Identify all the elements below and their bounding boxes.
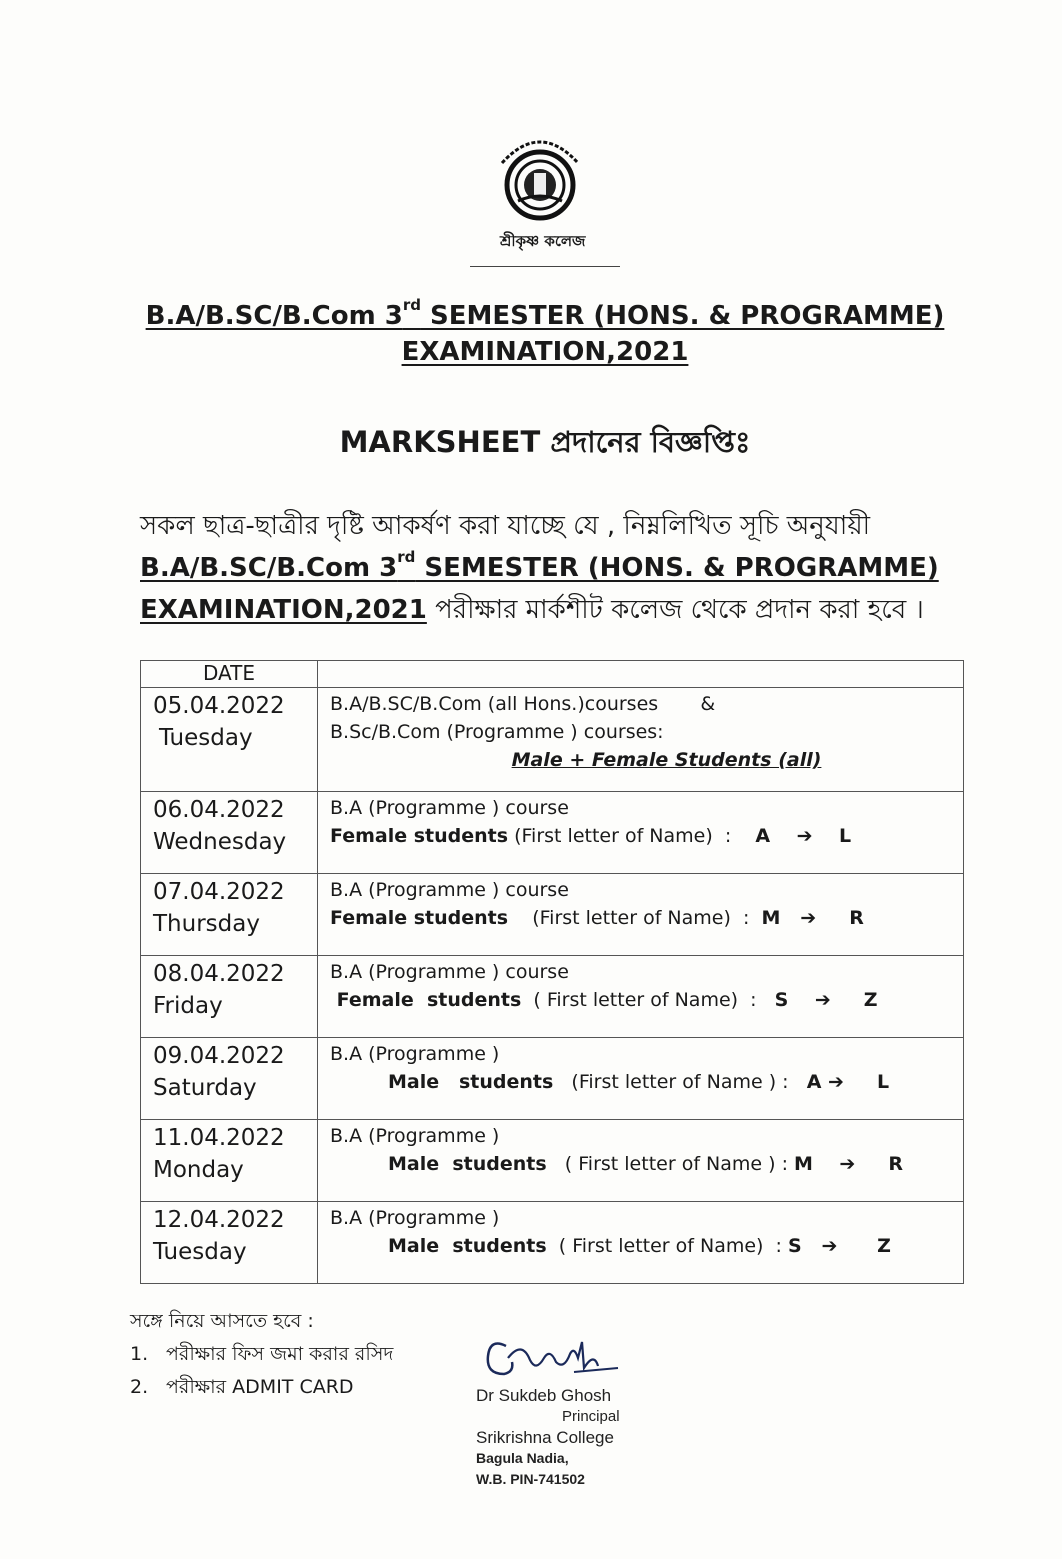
date-header: DATE	[141, 661, 318, 688]
row-students: Female students	[330, 825, 509, 847]
row-students: Male + Female Students (all)	[511, 749, 822, 771]
college-address-2: W.B. PIN-741502	[476, 1471, 585, 1487]
table-row	[141, 1202, 964, 1284]
row-course-2: B.Sc/B.Com (Programme ) courses:	[330, 721, 664, 743]
college-logo	[480, 125, 640, 270]
table-row	[141, 956, 964, 1038]
list-item: 1. পরীক্ষার ফিস জমা করার রসিদ	[130, 1343, 394, 1365]
row-letter-note: (First letter of Name) :	[508, 825, 732, 847]
table-row	[141, 792, 964, 874]
row-letter-range: S ➔ Z	[788, 1235, 891, 1257]
list-item: 2. পরীক্ষার ADMIT CARD	[130, 1376, 354, 1398]
exam-heading	[130, 298, 960, 370]
table-row	[141, 688, 964, 792]
row-students: Female students	[330, 989, 522, 1011]
intro-line2: B.A/B.SC/B.Com 3rd SEMESTER (HONS. & PROGRAMME)	[140, 548, 939, 583]
row-letter-note: ( First letter of Name ) :	[546, 1153, 788, 1175]
row-letter-note: ( First letter of Name) :	[521, 989, 757, 1011]
row-letter-note: (First letter of Name) :	[508, 907, 750, 929]
row-course: B.A (Programme )	[330, 1043, 500, 1065]
logo-label: শ্রীকৃষ্ণ কলেজ	[500, 232, 586, 250]
row-letter-range: M ➔ R	[794, 1153, 904, 1175]
signature-block	[476, 1385, 620, 1490]
table-row	[141, 1120, 964, 1202]
row-course: B.A (Programme )	[330, 1207, 500, 1229]
row-letter-note: ( First letter of Name) :	[546, 1235, 782, 1257]
schedule-table	[140, 660, 964, 1284]
row-letter-range: A ➔ L	[755, 825, 852, 847]
row-letter-range: A ➔ L	[806, 1071, 890, 1093]
principal-name: Dr Sukdeb Ghosh	[476, 1386, 612, 1405]
notice-title: MARKSHEET প্রদানের বিজ্ঞপ্তিঃ	[339, 425, 751, 459]
row-day: Tuesday	[159, 725, 253, 751]
college-address-1: Bagula Nadia,	[476, 1450, 569, 1466]
row-day: Wednesday	[153, 829, 287, 855]
intro-line1: সকল ছাত্র-ছাত্রীর দৃষ্টি আকর্ষণ করা যাচ্ছে যে , নিম্নলিখিত সূচি অনুযায়ী	[140, 511, 871, 541]
row-date: 06.04.2022	[153, 797, 285, 823]
row-students: Male students	[388, 1071, 554, 1093]
row-day: Thursday	[153, 911, 260, 937]
row-course: B.A (Programme ) course	[330, 961, 569, 983]
signature-scribble-icon	[478, 1328, 648, 1388]
college-name: Srikrishna College	[476, 1428, 614, 1447]
row-day: Monday	[153, 1157, 244, 1183]
principal-title: Principal	[562, 1408, 620, 1425]
row-date: 05.04.2022	[153, 693, 285, 719]
heading-line2: EXAMINATION,2021	[401, 337, 689, 367]
row-day: Tuesday	[153, 1239, 247, 1265]
row-date: 07.04.2022	[153, 879, 285, 905]
intro-line3: EXAMINATION,2021 পরীক্ষার মার্কশীট কলেজ থেকে প্রদান করা হবে ।	[140, 595, 924, 625]
row-course: B.A (Programme ) course	[330, 797, 569, 819]
row-letter-range: S ➔ Z	[774, 989, 878, 1011]
row-students: Female students	[330, 907, 509, 929]
logo-divider	[470, 266, 620, 267]
row-date: 12.04.2022	[153, 1207, 285, 1233]
row-course: B.A (Programme )	[330, 1125, 500, 1147]
row-letter-range: M ➔ R	[761, 907, 864, 929]
row-letter-note: (First letter of Name ) :	[553, 1071, 789, 1093]
heading-line1: B.A/B.SC/B.Com 3rd SEMESTER (HONS. & PROGRAMME)	[145, 296, 945, 331]
row-date: 08.04.2022	[153, 961, 285, 987]
row-date: 11.04.2022	[153, 1125, 285, 1151]
row-day: Friday	[153, 993, 223, 1019]
details-header	[318, 661, 964, 688]
row-students: Male students	[388, 1153, 547, 1175]
row-course: B.A/B.SC/B.Com (all Hons.)courses &	[330, 693, 716, 715]
table-row	[141, 1038, 964, 1120]
table-row	[141, 874, 964, 956]
row-course: B.A (Programme ) course	[330, 879, 569, 901]
row-students: Male students	[388, 1235, 547, 1257]
row-day: Saturday	[153, 1075, 257, 1101]
table-header-row	[141, 661, 964, 688]
row-date: 09.04.2022	[153, 1043, 285, 1069]
bring-title: সঙ্গে নিয়ে আসতে হবে :	[130, 1310, 314, 1332]
items-to-bring	[130, 1305, 393, 1404]
intro-paragraph	[140, 505, 940, 631]
principal-signature	[478, 1328, 648, 1388]
